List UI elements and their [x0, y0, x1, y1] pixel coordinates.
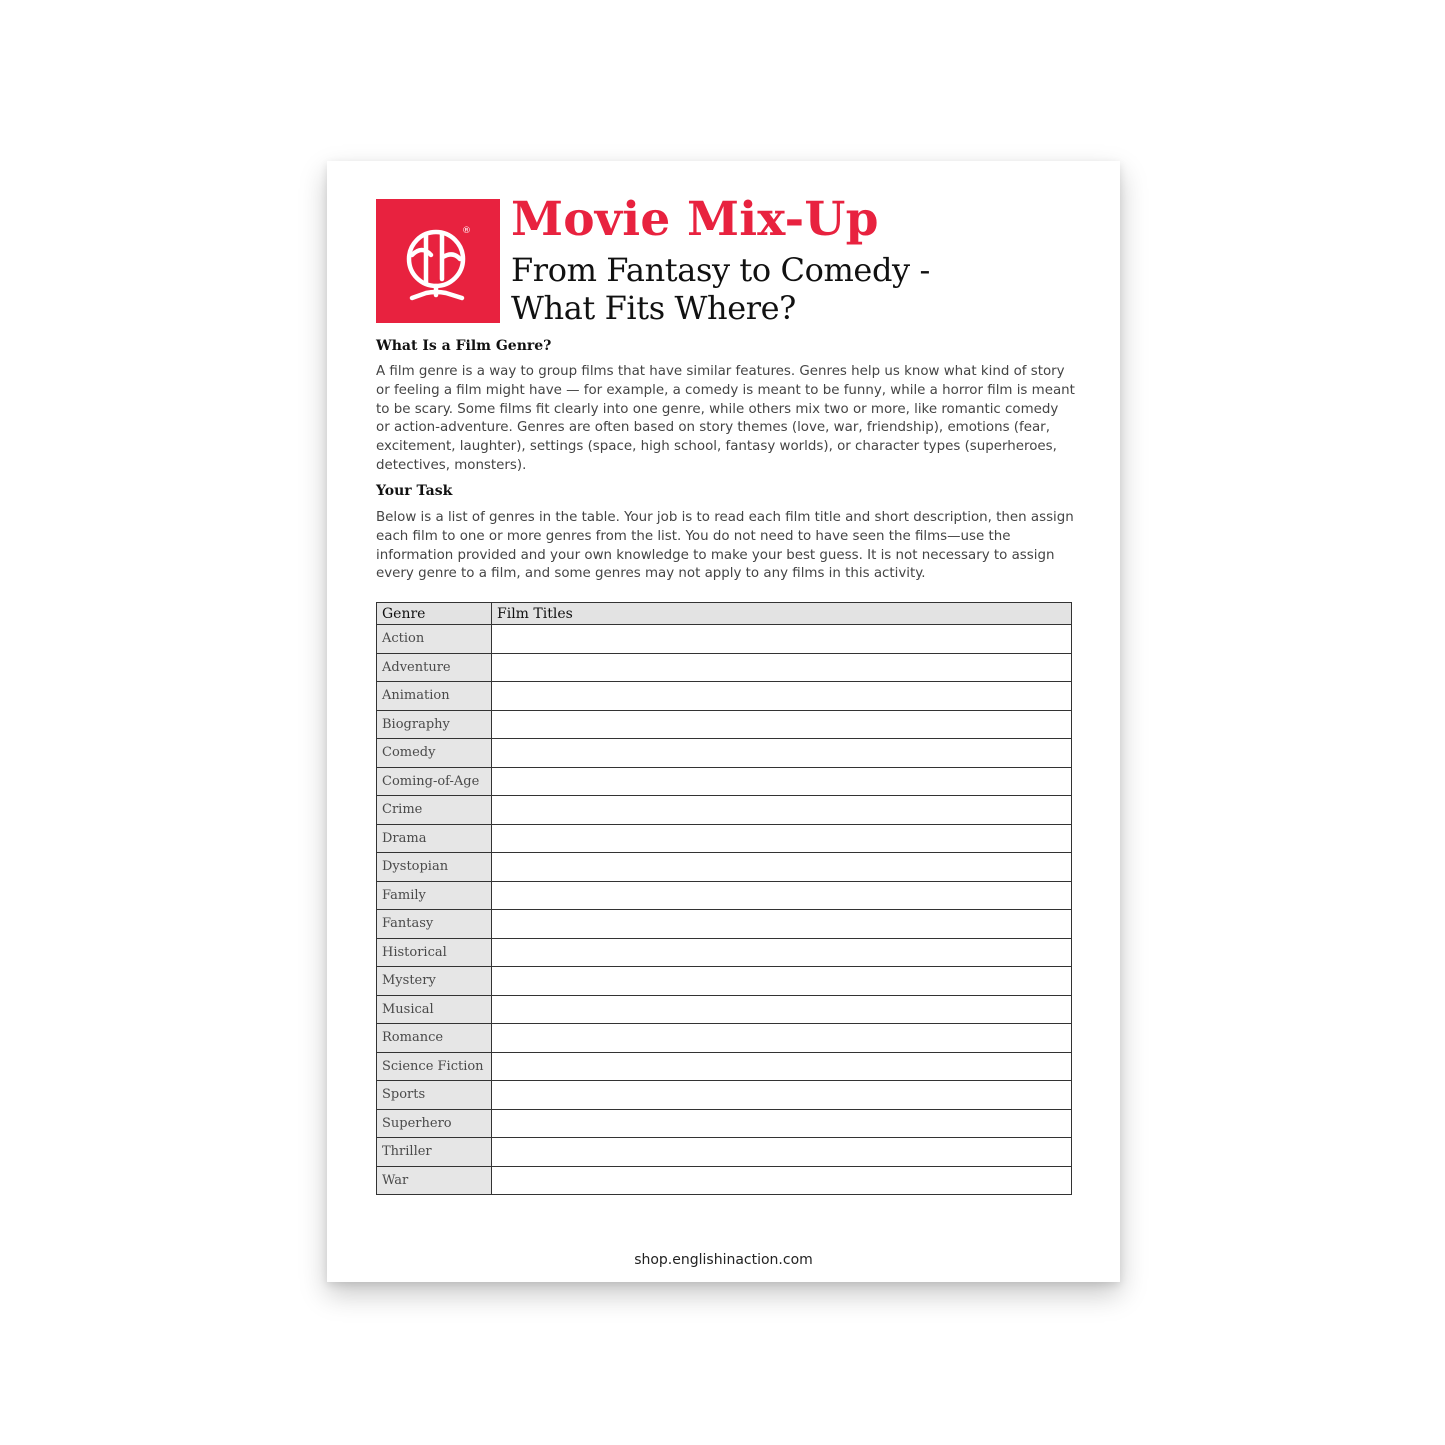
table-row — [377, 796, 1072, 825]
film-titles-cell[interactable] — [492, 1109, 1072, 1138]
table-row — [377, 739, 1072, 768]
genre-cell: Fantasy — [377, 910, 492, 939]
film-titles-cell[interactable] — [492, 1166, 1072, 1195]
genre-cell: Sports — [377, 1081, 492, 1110]
table-row — [377, 967, 1072, 996]
table-row — [377, 1166, 1072, 1195]
film-titles-cell[interactable] — [492, 1052, 1072, 1081]
column-header-film-titles: Film Titles — [492, 603, 1072, 625]
film-titles-cell[interactable] — [492, 1024, 1072, 1053]
film-genre-paragraph: A film genre is a way to group films that have similar features. Genres help us know what kind of story or feeling a film might have — for example, a comedy is meant to be funny, while a horror film is meant to be scary. Some films fit clearly into one genre, while others mix two or more, like romantic comedy or action-adventure. Genres are often based on story themes (love, war, friendship), emotions (fear, excitement, laughter), settings (space, high school, fantasy worlds), or character types (superheroes, detectives, monsters). — [376, 364, 1075, 473]
film-titles-cell[interactable] — [492, 710, 1072, 739]
section-heading-your-task: Your Task — [376, 483, 453, 499]
table-row — [377, 710, 1072, 739]
genre-cell: War — [377, 1166, 492, 1195]
film-titles-cell[interactable] — [492, 653, 1072, 682]
worksheet-title: Movie Mix-Up — [511, 192, 879, 247]
genre-table-body — [377, 625, 1072, 1195]
film-titles-cell[interactable] — [492, 1138, 1072, 1167]
genre-cell: Animation — [377, 682, 492, 711]
genre-cell: Thriller — [377, 1138, 492, 1167]
film-titles-cell[interactable] — [492, 767, 1072, 796]
table-row — [377, 767, 1072, 796]
genre-cell: Comedy — [377, 739, 492, 768]
genre-cell: Science Fiction — [377, 1052, 492, 1081]
table-row — [377, 938, 1072, 967]
film-titles-cell[interactable] — [492, 995, 1072, 1024]
table-row — [377, 653, 1072, 682]
genre-cell: Family — [377, 881, 492, 910]
genre-cell: Coming-of-Age — [377, 767, 492, 796]
film-titles-cell[interactable] — [492, 739, 1072, 768]
genre-cell: Action — [377, 625, 492, 654]
film-titles-cell[interactable] — [492, 625, 1072, 654]
genre-cell: Adventure — [377, 653, 492, 682]
worksheet-subtitle: From Fantasy to Comedy - What Fits Where? — [511, 251, 930, 327]
svg-text:®: ® — [462, 226, 471, 236]
film-titles-cell[interactable] — [492, 1081, 1072, 1110]
genre-cell: Biography — [377, 710, 492, 739]
genre-cell: Musical — [377, 995, 492, 1024]
eia-logo-icon — [376, 199, 500, 323]
genre-cell: Historical — [377, 938, 492, 967]
section-heading-film-genre: What Is a Film Genre? — [376, 338, 552, 354]
table-row — [377, 1024, 1072, 1053]
genre-cell: Drama — [377, 824, 492, 853]
table-row — [377, 682, 1072, 711]
film-titles-cell[interactable] — [492, 881, 1072, 910]
film-titles-cell[interactable] — [492, 796, 1072, 825]
worksheet-page — [327, 161, 1120, 1282]
genre-cell: Superhero — [377, 1109, 492, 1138]
table-header-row — [377, 603, 1072, 625]
table-row — [377, 1138, 1072, 1167]
film-titles-cell[interactable] — [492, 824, 1072, 853]
table-row — [377, 853, 1072, 882]
film-titles-cell[interactable] — [492, 682, 1072, 711]
genre-cell: Romance — [377, 1024, 492, 1053]
table-row — [377, 910, 1072, 939]
logo-graphic — [376, 199, 500, 323]
film-titles-cell[interactable] — [492, 967, 1072, 996]
film-titles-cell[interactable] — [492, 853, 1072, 882]
table-row — [377, 1081, 1072, 1110]
film-titles-cell[interactable] — [492, 938, 1072, 967]
table-row — [377, 995, 1072, 1024]
table-row — [377, 625, 1072, 654]
genre-cell: Dystopian — [377, 853, 492, 882]
footer-url: shop.englishinaction.com — [634, 1252, 813, 1268]
genre-cell: Crime — [377, 796, 492, 825]
table-row — [377, 1109, 1072, 1138]
genre-cell: Mystery — [377, 967, 492, 996]
table-row — [377, 824, 1072, 853]
table-row — [377, 881, 1072, 910]
genre-table — [376, 602, 1072, 1195]
film-titles-cell[interactable] — [492, 910, 1072, 939]
column-header-genre: Genre — [377, 603, 492, 625]
table-row — [377, 1052, 1072, 1081]
your-task-paragraph: Below is a list of genres in the table. Your job is to read each film title and short description, then assign each film to one or more genres from the list. You do not need to have seen the films—use the information provided and your own knowledge to make your best guess. It is not necessary to assign every genre to a film, and some genres may not apply to any films in this activity. — [376, 510, 1074, 582]
